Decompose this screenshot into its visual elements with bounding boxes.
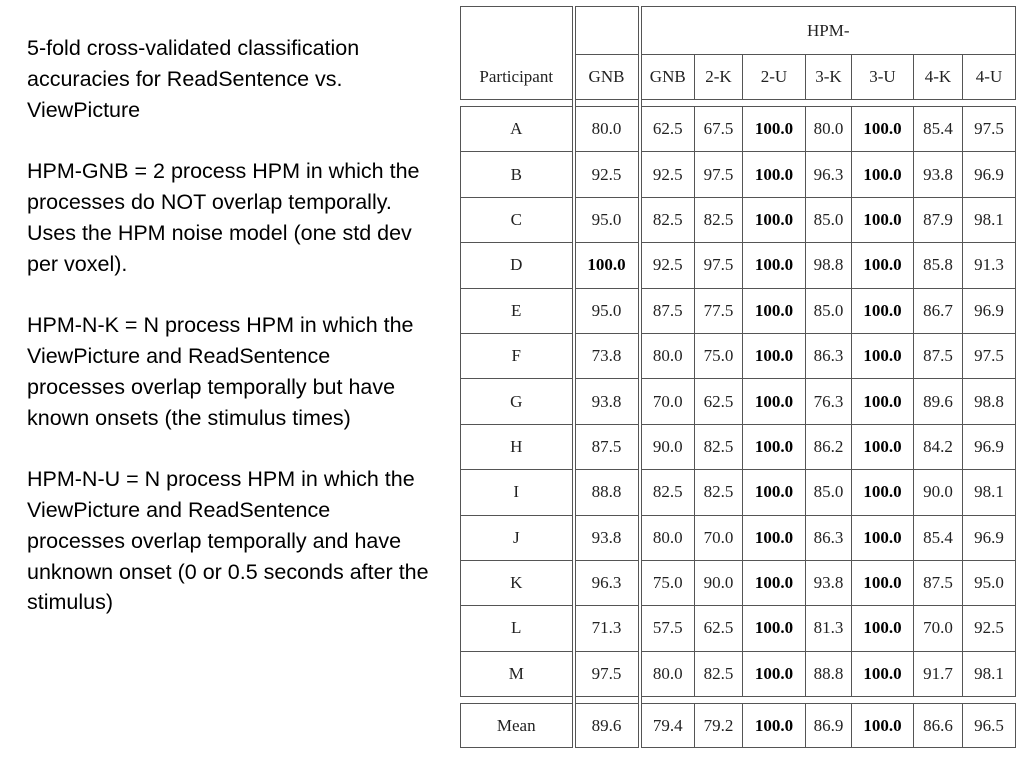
value-cell-4k: 84.2 [914,424,963,469]
value-cell-2k: 82.5 [695,424,743,469]
value-cell-3u: 100.0 [852,197,914,242]
value-cell-hpm-gnb: 80.0 [640,515,695,560]
participant-cell: D [461,243,574,288]
table-row [461,470,1016,515]
value-cell-gnb: 93.8 [574,379,640,424]
separator-cell [852,100,914,107]
participant-cell: K [461,560,574,605]
value-cell-3k: 85.0 [806,288,852,333]
value-cell-3u: 100.0 [852,379,914,424]
value-cell-3u: 100.0 [852,107,914,152]
value-cell-2u: 100.0 [743,424,806,469]
mean-value-3u: 100.0 [852,704,914,748]
separator-cell [743,697,806,704]
value-cell-gnb: 73.8 [574,333,640,378]
value-cell-4u: 98.8 [963,379,1016,424]
column-header-hpm-gnb: GNB [640,55,695,100]
description-text [27,33,432,649]
value-cell-2k: 82.5 [695,197,743,242]
participant-cell: B [461,152,574,197]
value-cell-3u: 100.0 [852,651,914,696]
value-cell-2k: 97.5 [695,152,743,197]
value-cell-2k: 67.5 [695,107,743,152]
value-cell-gnb: 71.3 [574,606,640,651]
value-cell-hpm-gnb: 62.5 [640,107,695,152]
value-cell-4k: 90.0 [914,470,963,515]
column-header-3k: 3-K [806,55,852,100]
value-cell-hpm-gnb: 90.0 [640,424,695,469]
mean-value-gnb: 89.6 [574,704,640,748]
value-cell-3k: 86.3 [806,333,852,378]
table-row [461,560,1016,605]
value-cell-2u: 100.0 [743,379,806,424]
separator-cell [695,100,743,107]
value-cell-2u: 100.0 [743,288,806,333]
value-cell-4k: 85.4 [914,107,963,152]
description-paragraph: HPM-N-K = N process HPM in which the ViewPicture and ReadSentence processes overlap temporally but have known onsets (the stimulus times) [27,313,414,430]
value-cell-2u: 100.0 [743,152,806,197]
value-cell-3u: 100.0 [852,152,914,197]
table-row [461,651,1016,696]
value-cell-3k: 96.3 [806,152,852,197]
value-cell-hpm-gnb: 82.5 [640,470,695,515]
value-cell-3u: 100.0 [852,288,914,333]
separator-cell [461,697,574,704]
value-cell-3k: 81.3 [806,606,852,651]
value-cell-gnb: 88.8 [574,470,640,515]
value-cell-4k: 87.9 [914,197,963,242]
description-paragraph: HPM-N-U = N process HPM in which the ViewPicture and ReadSentence processes overlap temporally and have unknown onset (0 or 0.5 seconds after the stimulus) [27,467,429,615]
table-row [461,152,1016,197]
value-cell-4u: 97.5 [963,107,1016,152]
value-cell-4k: 87.5 [914,333,963,378]
value-cell-gnb: 80.0 [574,107,640,152]
value-cell-2k: 75.0 [695,333,743,378]
separator-cell [963,697,1016,704]
value-cell-4u: 96.9 [963,424,1016,469]
value-cell-3k: 93.8 [806,560,852,605]
value-cell-gnb: 95.0 [574,288,640,333]
separator-cell [914,100,963,107]
separator-cell [852,697,914,704]
value-cell-3k: 86.2 [806,424,852,469]
separator-cell [806,697,852,704]
value-cell-2u: 100.0 [743,333,806,378]
value-cell-4k: 85.4 [914,515,963,560]
value-cell-hpm-gnb: 82.5 [640,197,695,242]
value-cell-3u: 100.0 [852,333,914,378]
mean-value-2k: 79.2 [695,704,743,748]
value-cell-3k: 85.0 [806,470,852,515]
value-cell-2u: 100.0 [743,515,806,560]
value-cell-2k: 62.5 [695,379,743,424]
column-header-4u: 4-U [963,55,1016,100]
separator-cell [461,100,574,107]
separator-cell [963,100,1016,107]
table-row [461,424,1016,469]
value-cell-3k: 80.0 [806,107,852,152]
header-row-columns [461,55,1016,100]
value-cell-4u: 95.0 [963,560,1016,605]
description-paragraph: HPM-GNB = 2 process HPM in which the processes do NOT overlap temporally. Uses the HPM noise model (one std dev per voxel). [27,159,420,276]
value-cell-4k: 93.8 [914,152,963,197]
description-paragraph: 5-fold cross-validated classification accuracies for ReadSentence vs. ViewPicture [27,36,360,122]
value-cell-2k: 70.0 [695,515,743,560]
table-row [461,333,1016,378]
mean-row [461,704,1016,748]
value-cell-3u: 100.0 [852,424,914,469]
value-cell-4u: 97.5 [963,333,1016,378]
value-cell-4u: 92.5 [963,606,1016,651]
table-body [461,100,1016,748]
table-row [461,379,1016,424]
header-blank [461,7,574,55]
value-cell-3k: 86.3 [806,515,852,560]
value-cell-2k: 62.5 [695,606,743,651]
column-header-2u: 2-U [743,55,806,100]
hpm-group-header: HPM- [640,7,1016,55]
participant-cell: H [461,424,574,469]
participant-cell: I [461,470,574,515]
value-cell-2u: 100.0 [743,197,806,242]
value-cell-hpm-gnb: 92.5 [640,243,695,288]
row-separator [461,100,1016,107]
value-cell-3k: 85.0 [806,197,852,242]
value-cell-2u: 100.0 [743,606,806,651]
mean-value-4k: 86.6 [914,704,963,748]
results-table-container [460,6,1015,762]
value-cell-2k: 77.5 [695,288,743,333]
column-header-participant: Participant [461,55,574,100]
value-cell-3k: 76.3 [806,379,852,424]
value-cell-4u: 96.9 [963,152,1016,197]
value-cell-hpm-gnb: 75.0 [640,560,695,605]
value-cell-gnb: 96.3 [574,560,640,605]
value-cell-4u: 96.9 [963,288,1016,333]
table-header [461,7,1016,100]
participant-cell: M [461,651,574,696]
value-cell-2k: 97.5 [695,243,743,288]
value-cell-4k: 86.7 [914,288,963,333]
value-cell-3u: 100.0 [852,470,914,515]
separator-cell [914,697,963,704]
value-cell-4k: 87.5 [914,560,963,605]
participant-cell: A [461,107,574,152]
value-cell-hpm-gnb: 92.5 [640,152,695,197]
value-cell-2k: 82.5 [695,651,743,696]
separator-cell [574,100,640,107]
separator-cell [640,100,695,107]
table-row [461,197,1016,242]
separator-cell [640,697,695,704]
separator-cell [806,100,852,107]
value-cell-gnb: 97.5 [574,651,640,696]
mean-value-3k: 86.9 [806,704,852,748]
mean-value-hpm-gnb: 79.4 [640,704,695,748]
value-cell-3k: 98.8 [806,243,852,288]
value-cell-gnb: 100.0 [574,243,640,288]
value-cell-2u: 100.0 [743,107,806,152]
row-separator [461,697,1016,704]
participant-cell: F [461,333,574,378]
value-cell-3k: 88.8 [806,651,852,696]
value-cell-4k: 70.0 [914,606,963,651]
header-row-group [461,7,1016,55]
value-cell-gnb: 93.8 [574,515,640,560]
column-header-gnb: GNB [574,55,640,100]
value-cell-3u: 100.0 [852,606,914,651]
column-header-3u: 3-U [852,55,914,100]
table-row [461,107,1016,152]
column-header-2k: 2-K [695,55,743,100]
value-cell-hpm-gnb: 87.5 [640,288,695,333]
mean-label: Mean [461,704,574,748]
separator-cell [574,697,640,704]
value-cell-hpm-gnb: 80.0 [640,333,695,378]
value-cell-4u: 98.1 [963,470,1016,515]
separator-cell [743,100,806,107]
mean-value-4u: 96.5 [963,704,1016,748]
participant-cell: E [461,288,574,333]
value-cell-4u: 98.1 [963,197,1016,242]
column-header-4k: 4-K [914,55,963,100]
results-table [460,6,1016,748]
value-cell-4u: 91.3 [963,243,1016,288]
value-cell-2u: 100.0 [743,560,806,605]
participant-cell: J [461,515,574,560]
value-cell-4u: 96.9 [963,515,1016,560]
participant-cell: G [461,379,574,424]
value-cell-2u: 100.0 [743,470,806,515]
value-cell-3u: 100.0 [852,560,914,605]
separator-cell [695,697,743,704]
value-cell-4k: 91.7 [914,651,963,696]
value-cell-3u: 100.0 [852,515,914,560]
participant-cell: L [461,606,574,651]
value-cell-4u: 98.1 [963,651,1016,696]
value-cell-3u: 100.0 [852,243,914,288]
value-cell-gnb: 87.5 [574,424,640,469]
value-cell-gnb: 95.0 [574,197,640,242]
value-cell-hpm-gnb: 80.0 [640,651,695,696]
table-row [461,243,1016,288]
table-row [461,515,1016,560]
value-cell-gnb: 92.5 [574,152,640,197]
mean-value-2u: 100.0 [743,704,806,748]
value-cell-4k: 85.8 [914,243,963,288]
value-cell-4k: 89.6 [914,379,963,424]
value-cell-2u: 100.0 [743,651,806,696]
value-cell-2u: 100.0 [743,243,806,288]
value-cell-hpm-gnb: 70.0 [640,379,695,424]
value-cell-hpm-gnb: 57.5 [640,606,695,651]
table-row [461,606,1016,651]
participant-cell: C [461,197,574,242]
value-cell-2k: 90.0 [695,560,743,605]
table-row [461,288,1016,333]
value-cell-2k: 82.5 [695,470,743,515]
header-blank [574,7,640,55]
